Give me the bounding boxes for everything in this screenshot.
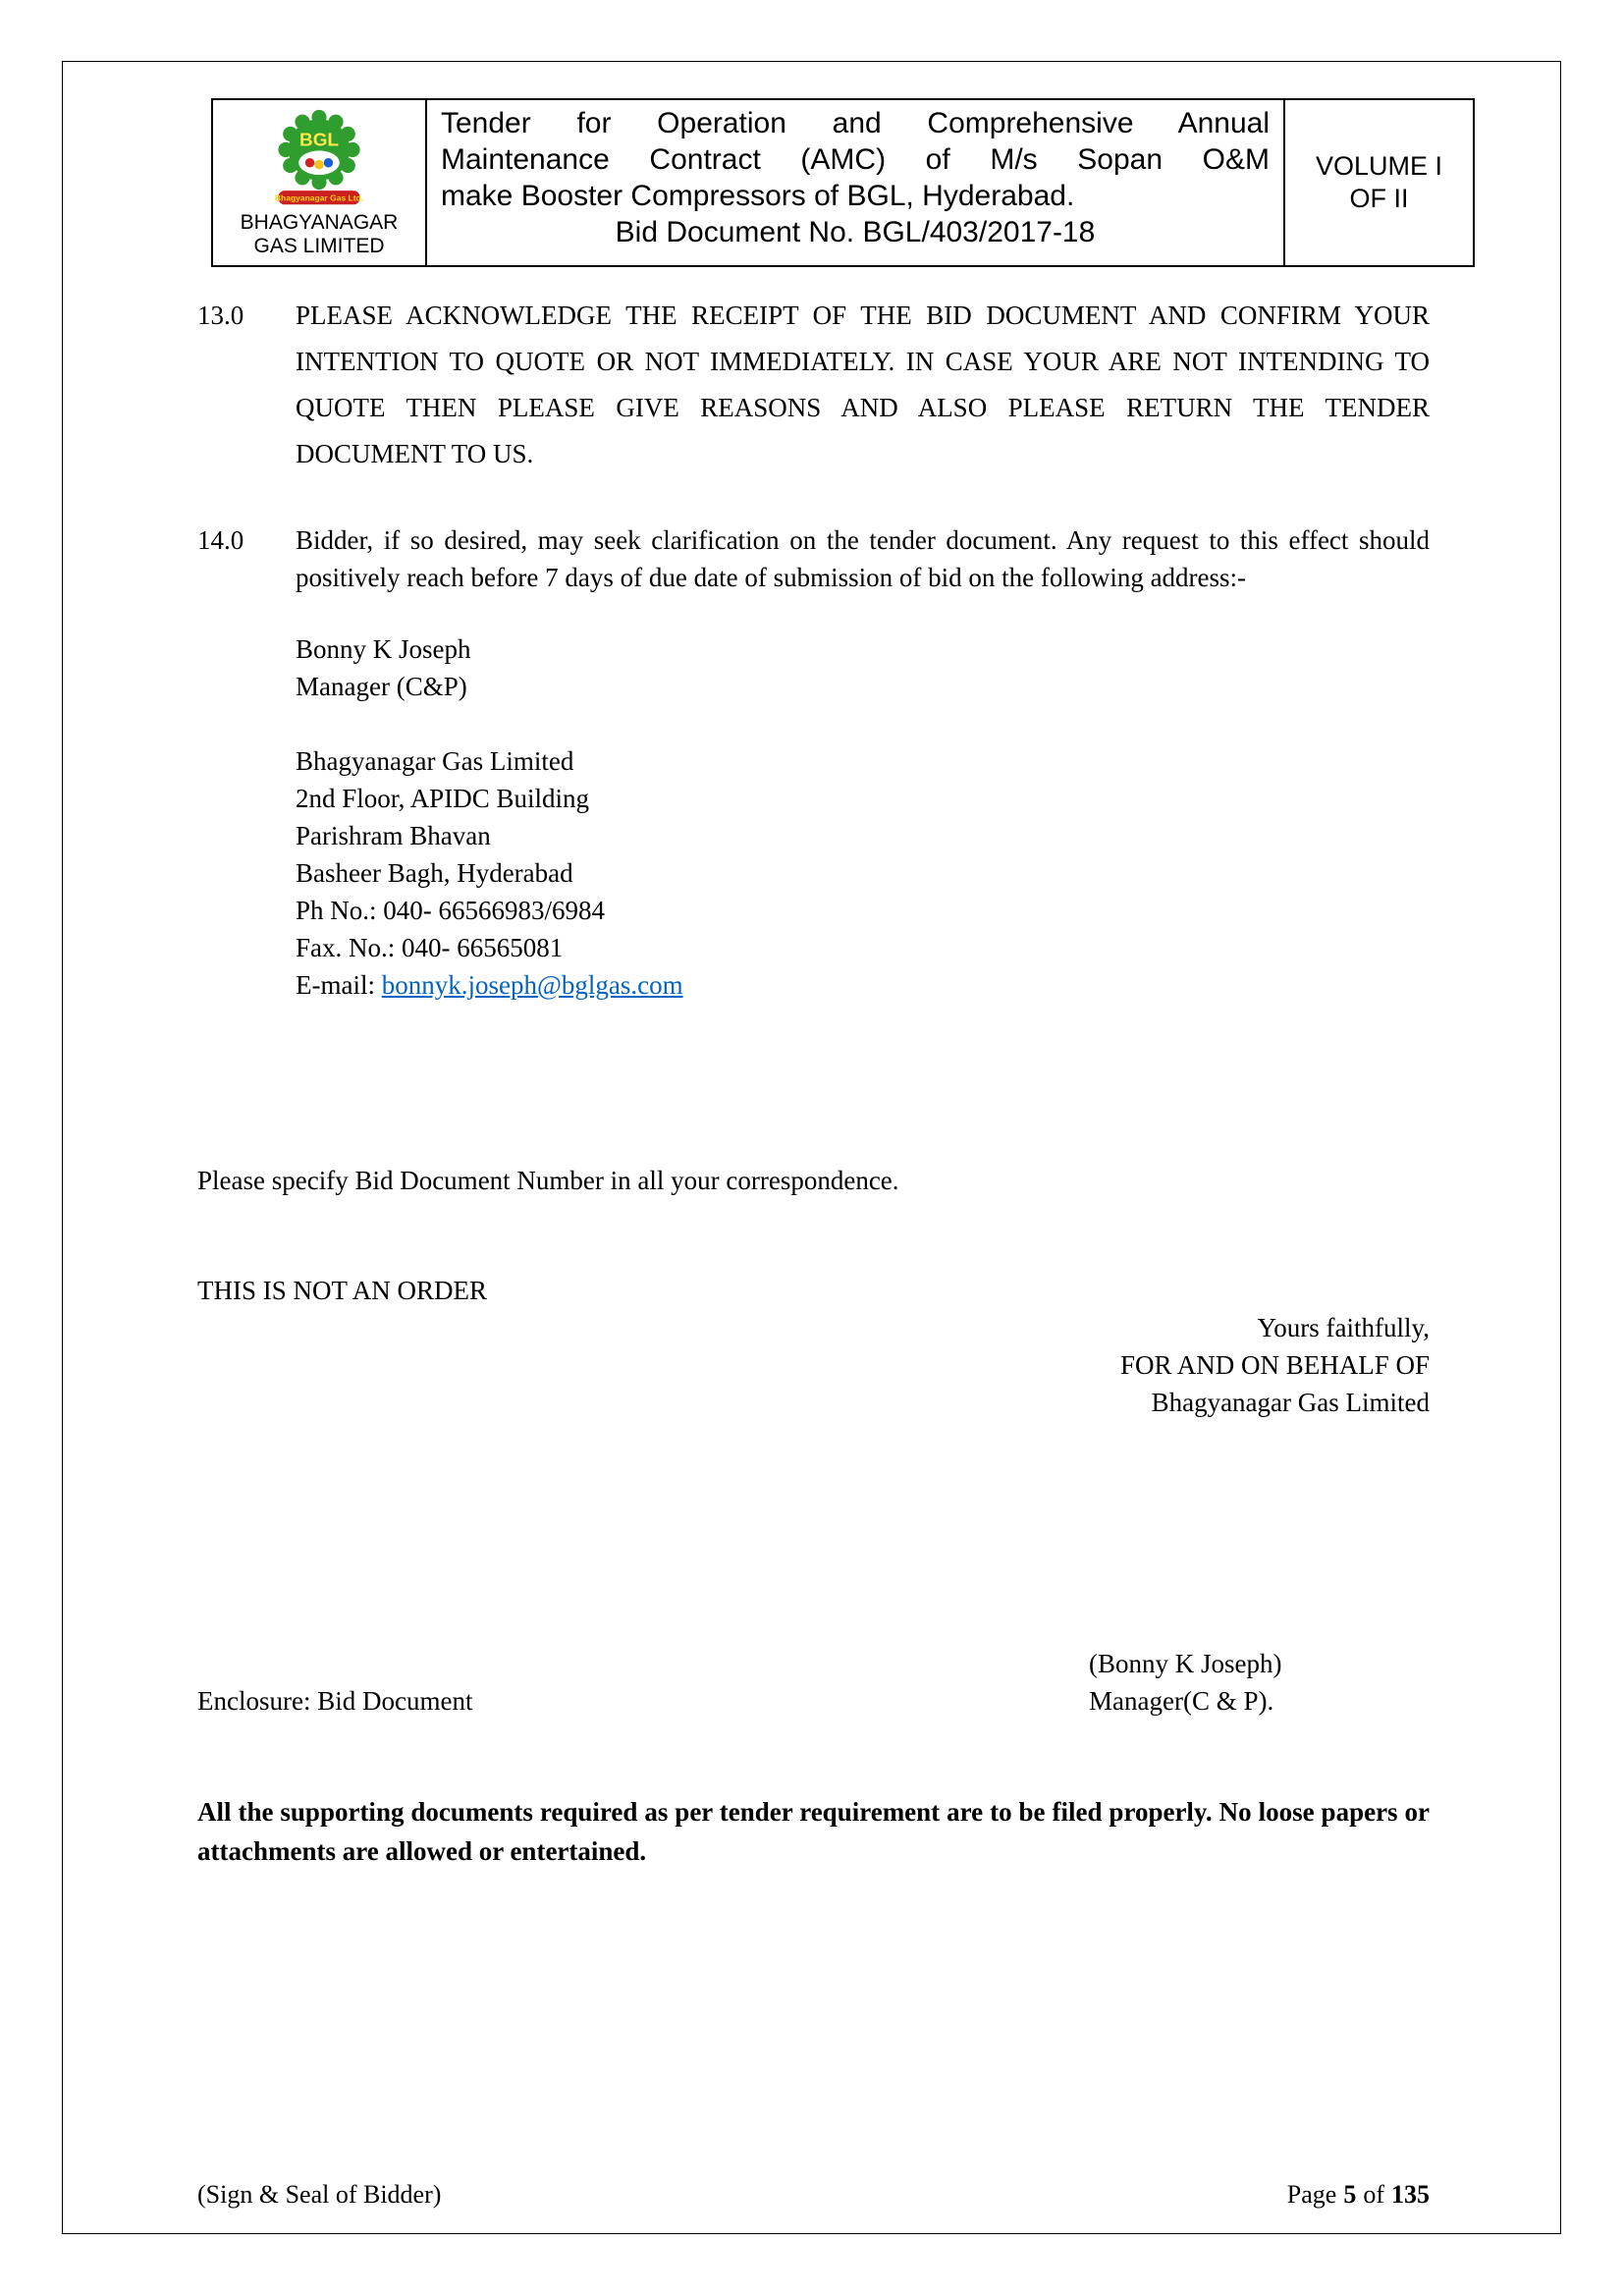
header-table bbox=[211, 98, 1475, 267]
logo-cell bbox=[213, 100, 425, 265]
clause-14 bbox=[197, 521, 1430, 596]
contact-address-line: Basheer Bagh, Hyderabad bbox=[296, 858, 573, 888]
logo-drop-yellow bbox=[314, 160, 323, 169]
closing-block bbox=[197, 1309, 1430, 1421]
sign-seal-note: (Sign & Seal of Bidder) bbox=[197, 2180, 442, 2209]
clause-14-number: 14.0 bbox=[197, 525, 244, 555]
spacer bbox=[296, 705, 1430, 742]
spacer bbox=[197, 1645, 1089, 1682]
signature-row bbox=[197, 1645, 1430, 1682]
signature-area bbox=[197, 1645, 1430, 1720]
signatory-name: (Bonny K Joseph) bbox=[1089, 1649, 1282, 1678]
bid-document-number: Bid Document No. BGL/403/2017-18 bbox=[615, 216, 1096, 248]
org-name: BHAGYANAGAR GAS LIMITED bbox=[240, 211, 399, 257]
page-label: Page bbox=[1286, 2180, 1337, 2209]
email-link[interactable]: bonnyk.joseph@bglgas.com bbox=[381, 970, 683, 1000]
of-label: of bbox=[1363, 2180, 1384, 2209]
clause-13-number: 13.0 bbox=[197, 301, 244, 330]
page-number-indicator bbox=[1287, 2177, 1430, 2213]
contact-name: Bonny K Joseph bbox=[296, 634, 471, 664]
contact-fax: Fax. No.: 040- 66565081 bbox=[296, 933, 564, 962]
clause-13 bbox=[197, 293, 1430, 477]
document-body bbox=[63, 293, 1560, 1871]
signatory-designation: Manager(C & P). bbox=[1089, 1686, 1274, 1716]
supporting-documents-note: All the supporting documents required as per tender requirement are to be filed properly. No loose papers or attachments are allowed or entertained. bbox=[197, 1797, 1430, 1866]
closing-line: Yours faithfully, bbox=[1257, 1313, 1430, 1342]
volume-line: VOLUME I bbox=[1315, 151, 1443, 181]
tender-title-line: make Booster Compressors of BGL, Hyderabad. bbox=[441, 180, 1075, 212]
logo-drop-blue bbox=[324, 158, 333, 167]
correspondence-note: Please specify Bid Document Number in all your correspondence. bbox=[197, 1166, 899, 1195]
clause-13-text: PLEASE ACKNOWLEDGE THE RECEIPT OF THE BID DOCUMENT AND CONFIRM YOUR INTENTION TO QUOTE OR NOT IMMEDIATELY. IN CASE YOUR ARE NOT INTENDING TO QUOTE THEN PLEASE GIVE REASONS AND ALSO PLEASE RETURN THE TENDER DOCUMENT TO US. bbox=[296, 301, 1430, 468]
email-label: E-mail: bbox=[296, 970, 382, 1000]
logo-ribbon-text: Bhagyanagar Gas Ltd. bbox=[274, 192, 364, 203]
contact-email-line bbox=[296, 966, 1430, 1004]
not-an-order-statement: THIS IS NOT AN ORDER bbox=[197, 1276, 488, 1305]
contact-phone: Ph No.: 040- 66566983/6984 bbox=[296, 896, 606, 925]
bgl-logo-icon bbox=[268, 107, 370, 209]
signature-row bbox=[197, 1682, 1430, 1720]
volume-cell bbox=[1283, 100, 1473, 265]
logo-drop-red bbox=[305, 158, 314, 167]
contact-designation: Manager (C&P) bbox=[296, 672, 467, 701]
total-pages: 135 bbox=[1391, 2180, 1430, 2209]
current-page: 5 bbox=[1343, 2180, 1357, 2209]
contact-block bbox=[296, 630, 1430, 1004]
tender-title-line: Maintenance Contract (AMC) of M/s Sopan O&M bbox=[441, 143, 1270, 176]
closing-line: FOR AND ON BEHALF OF bbox=[1119, 1350, 1430, 1380]
contact-address-line: Parishram Bhavan bbox=[296, 821, 491, 850]
page-footer bbox=[197, 2177, 1430, 2213]
clause-14-text: Bidder, if so desired, may seek clarification on the tender document. Any request to this effect should positively reach before 7 days of due date of submission of bid on the following address:- bbox=[296, 525, 1430, 592]
header-title-cell bbox=[425, 100, 1283, 265]
enclosure-note: Enclosure: Bid Document bbox=[197, 1686, 473, 1716]
contact-address-line: 2nd Floor, APIDC Building bbox=[296, 784, 589, 813]
tender-title-line: Tender for Operation and Comprehensive Annual bbox=[441, 107, 1270, 139]
volume-line: OF II bbox=[1349, 184, 1409, 213]
closing-line: Bhagyanagar Gas Limited bbox=[1151, 1388, 1430, 1417]
logo-monogram: BGL bbox=[299, 130, 339, 151]
contact-address-line: Bhagyanagar Gas Limited bbox=[296, 746, 574, 776]
document-page bbox=[62, 61, 1561, 2234]
